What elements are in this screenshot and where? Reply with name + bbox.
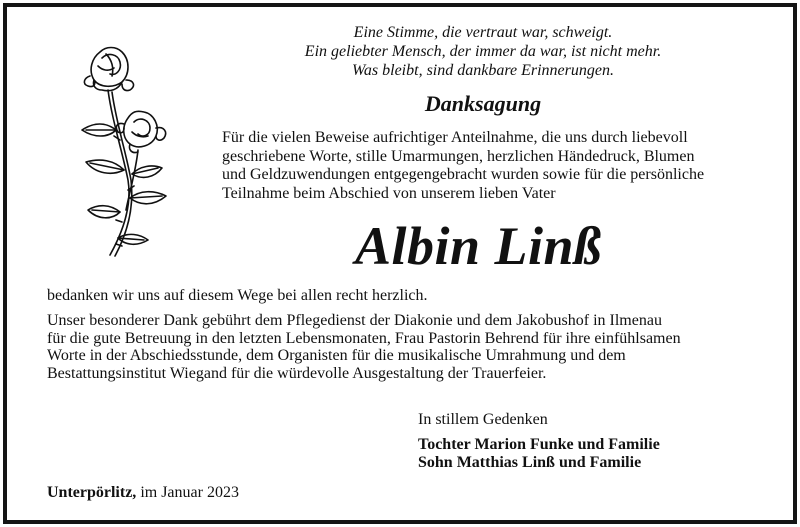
special-thanks-line: Unser besonderer Dank gebührt dem Pflegedienst der Diakonie und dem Jakobushof in Ilmenau: [47, 312, 662, 329]
date-text: im Januar 2023: [140, 484, 239, 501]
rose-icon: [72, 40, 178, 270]
intro-paragraph: [222, 129, 762, 203]
special-thanks-paragraph: [47, 312, 767, 382]
family-signature: [418, 436, 660, 472]
special-thanks-line: Worte in der Abschiedsstunde, dem Organisten für die musikalische Umrahmung und dem: [47, 347, 626, 364]
thanks-line: bedanken wir uns auf diesem Wege bei allen recht herzlich.: [47, 287, 428, 304]
intro-line: geschriebene Worte, stille Umarmungen, herzlichen Händedruck, Blumen: [222, 147, 695, 165]
intro-line: Teilnahme beim Abschied von unserem lieben Vater: [222, 184, 556, 202]
family-line: Tochter Marion Funke und Familie: [418, 436, 660, 453]
quote-line: Ein geliebter Mensch, der immer da war, ist nicht mehr.: [304, 43, 662, 60]
special-thanks-line: Bestattungsinstitut Wiegand für die würdevolle Ausgestaltung der Trauerfeier.: [47, 364, 547, 382]
quote-line: Was bleibt, sind dankbare Erinnerungen.: [352, 62, 614, 79]
page-title: Danksagung: [424, 91, 542, 116]
memorial-quote: [240, 23, 726, 80]
special-thanks-line: für die gute Betreuung in den letzten Lebensmonaten, Frau Pastorin Behrend für ihre einfühlsamen: [47, 329, 681, 347]
family-line: Sohn Matthias Linß und Familie: [418, 454, 642, 471]
intro-line: Für die vielen Beweise aufrichtiger Anteilnahme, die uns durch liebevoll: [222, 129, 688, 146]
deceased-name: Albin Linß: [355, 216, 602, 276]
place-name: Unterpörlitz,: [47, 484, 137, 501]
quote-line: Eine Stimme, die vertraut war, schweigt.: [353, 24, 613, 41]
closing-phrase: In stillem Gedenken: [418, 411, 548, 428]
place-date: [47, 483, 239, 502]
intro-line: und Geldzuwendungen entgegengebracht wurden sowie für die persönliche: [222, 166, 705, 183]
